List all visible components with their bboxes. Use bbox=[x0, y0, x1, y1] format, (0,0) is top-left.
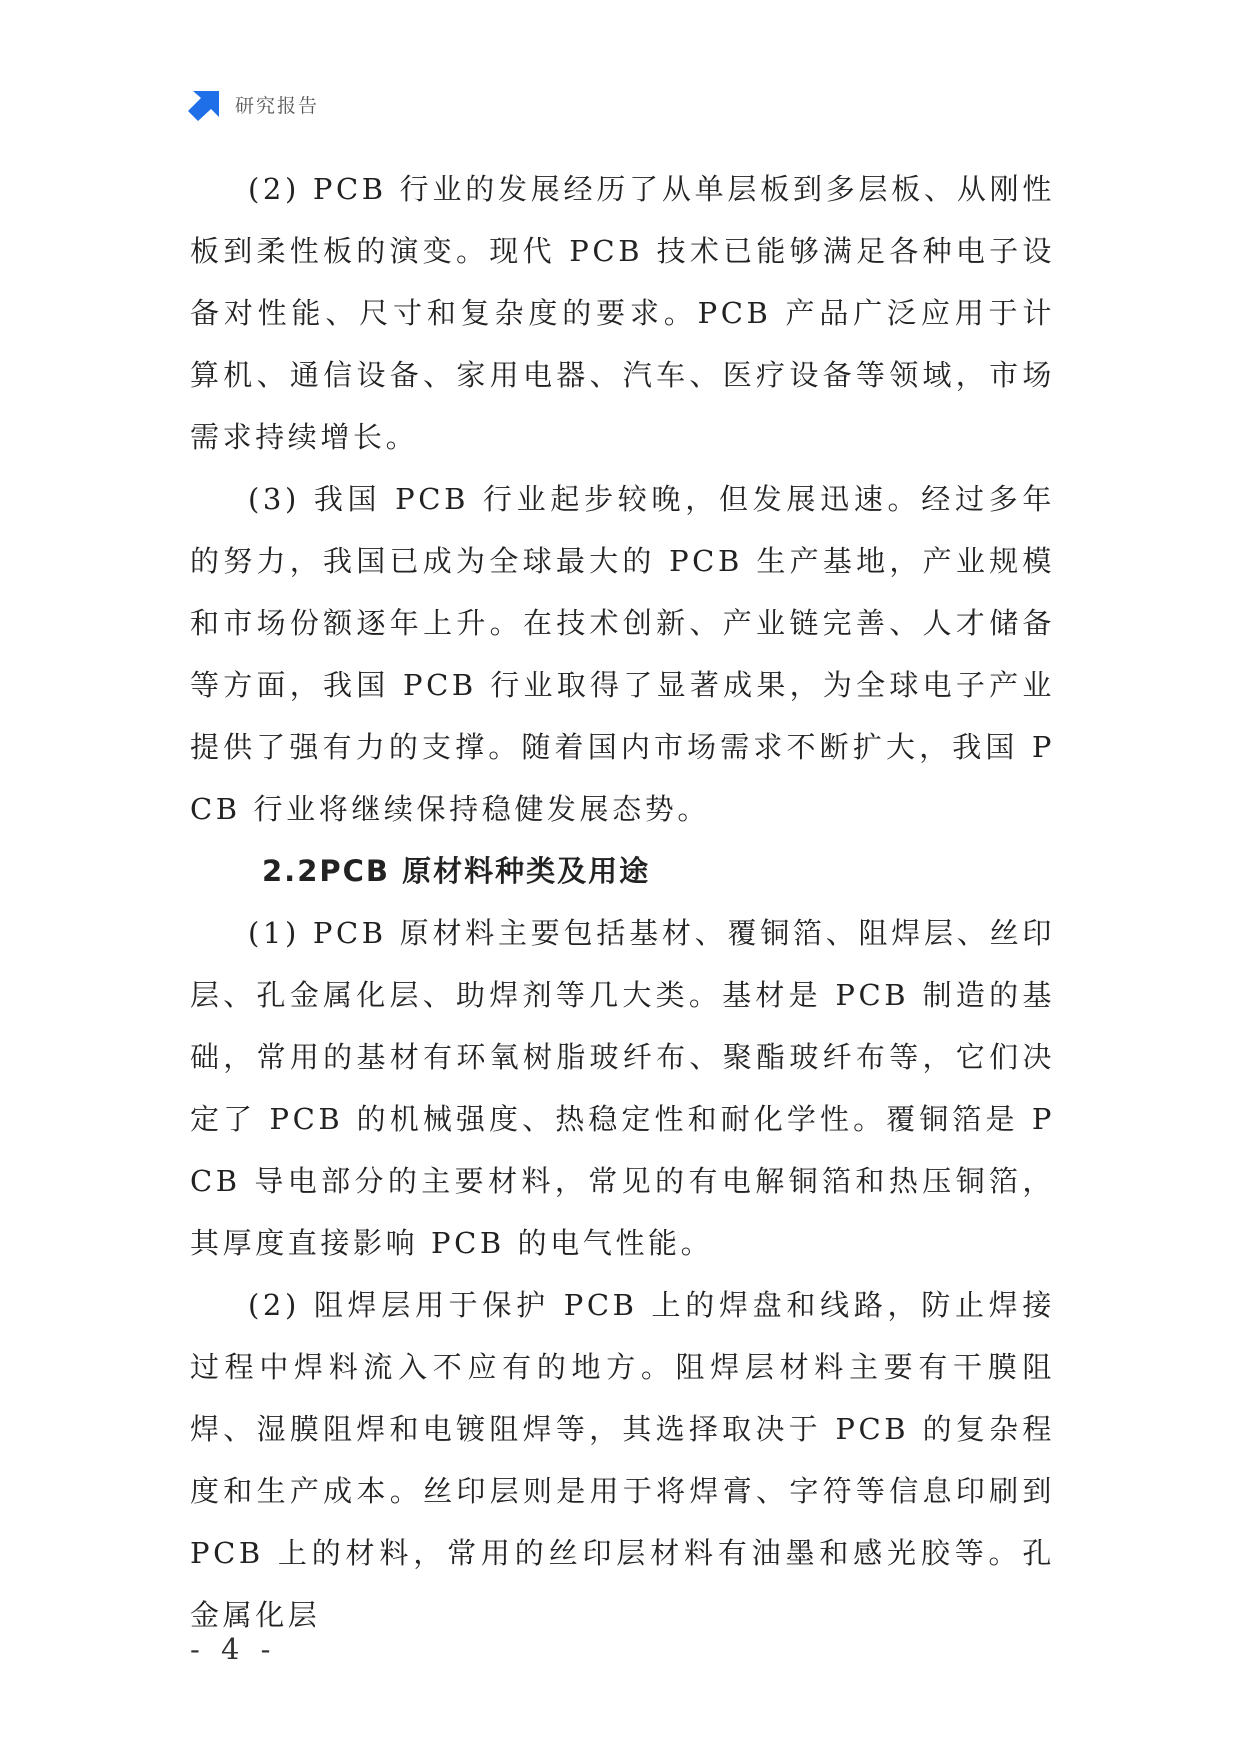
section-heading: 2.2PCB 原材料种类及用途 bbox=[262, 854, 651, 888]
page-number: - 4 - bbox=[190, 1632, 277, 1666]
arrow-up-right-icon bbox=[187, 87, 221, 121]
paragraph: (1) PCB 原材料主要包括基材、覆铜箔、阻焊层、丝印层、孔金属化层、助焊剂等几大类。基材是 PCB 制造的基础，常用的基材有环氧树脂玻纤布、聚酯玻纤布等，它们决定了 PCB 的机械强度、热稳定性和耐化学性。覆铜箔是 PCB 导电部分的主要材料，常见的有电解铜箔和热压铜箔，其厚度直接影响 PCB 的电气性能。 bbox=[190, 916, 1055, 1260]
page-header bbox=[187, 86, 319, 122]
paragraph: (3) 我国 PCB 行业起步较晚，但发展迅速。经过多年的努力，我国已成为全球最大的 PCB 生产基地，产业规模和市场份额逐年上升。在技术创新、产业链完善、人才储备等方面，我国 PCB 行业取得了显著成果，为全球电子产业提供了强有力的支撑。随着国内市场需求不断扩大，我国 PCB 行业将继续保持稳健发展态势。 bbox=[190, 482, 1055, 826]
document-body bbox=[190, 158, 1055, 1646]
header-title: 研究报告 bbox=[235, 94, 320, 117]
paragraph: (2) 阻焊层用于保护 PCB 上的焊盘和线路，防止焊接过程中焊料流入不应有的地方。阻焊层材料主要有干膜阻焊、湿膜阻焊和电镀阻焊等，其选择取决于 PCB 的复杂程度和生产成本。丝印层则是用于将焊膏、字符等信息印刷到 PCB 上的材料，常用的丝印层材料有油墨和感光胶等。孔金属化层 bbox=[190, 1288, 1055, 1632]
paragraph: (2) PCB 行业的发展经历了从单层板到多层板、从刚性板到柔性板的演变。现代 PCB 技术已能够满足各种电子设备对性能、尺寸和复杂度的要求。PCB 产品广泛应用于计算机、通信设备、家用电器、汽车、医疗设备等领域，市场需求持续增长。 bbox=[190, 172, 1055, 454]
